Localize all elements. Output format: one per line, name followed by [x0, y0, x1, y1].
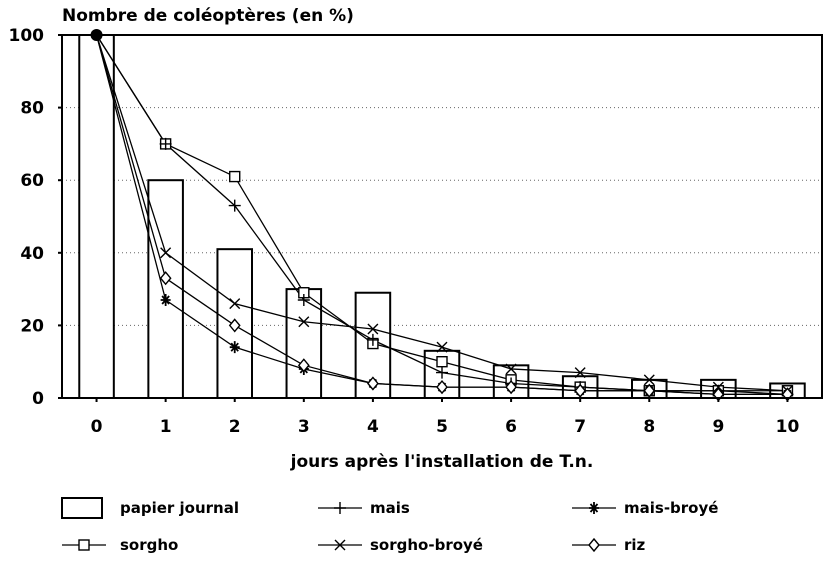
y-axis-title: Nombre de coléoptères (en %): [62, 6, 354, 26]
x-tick-label-6: 6: [505, 417, 518, 437]
x-tick-label-8: 8: [643, 417, 656, 437]
legend-label-papier-journal: papier journal: [120, 499, 239, 517]
x-tick-label-5: 5: [436, 417, 448, 437]
legend-label-sorgho: sorgho: [120, 536, 179, 554]
x-tick-label-9: 9: [712, 417, 725, 437]
series-line-mais: [97, 35, 788, 394]
y-tick-label-60: 60: [20, 171, 44, 192]
y-tick-label-20: 20: [20, 316, 44, 337]
x-axis: [91, 398, 800, 437]
legend-label-riz: riz: [624, 536, 646, 554]
point-sorgho-2: [230, 172, 240, 182]
legend-marker-mais: [334, 502, 346, 514]
legend-marker-riz: [589, 539, 599, 551]
x-tick-label-3: 3: [297, 417, 310, 437]
bar-papier-journal-0: [79, 35, 114, 398]
legend-label-mais: mais: [370, 499, 410, 517]
x-tick-label-10: 10: [775, 417, 800, 437]
series-line-sorgho: [97, 35, 788, 391]
legend-label-mais-broye: mais-broyé: [624, 499, 719, 517]
y-tick-label-80: 80: [20, 98, 44, 119]
legend-item-mais: [318, 499, 410, 517]
legend-item-mais-broye: [572, 499, 718, 517]
bars: [79, 35, 804, 398]
x-tick-label-7: 7: [574, 417, 587, 437]
legend-marker-sorgho: [79, 540, 89, 550]
legend-item-papier-journal: [62, 498, 239, 518]
y-axis: [9, 26, 63, 409]
y-tick-label-0: 0: [32, 389, 44, 409]
series-line-mais-broye: [97, 35, 788, 394]
legend-item-sorgho-broye: [318, 536, 483, 554]
x-axis-title: jours après l'installation de T.n.: [290, 452, 594, 472]
legend: [62, 498, 718, 554]
legend-label-sorgho-broye: sorgho-broyé: [370, 536, 483, 554]
y-tick-label-40: 40: [20, 243, 44, 264]
legend-item-riz: [572, 536, 646, 554]
legend-marker-mais-broye: [589, 502, 599, 514]
y-tick-label-100: 100: [8, 26, 44, 46]
series-line-sorgho-broye: [97, 35, 788, 391]
legend-swatch-papier-journal: [62, 498, 102, 518]
x-tick-label-1: 1: [159, 417, 172, 437]
legend-item-sorgho: [62, 536, 178, 554]
lines: [91, 29, 794, 400]
x-tick-label-0: 0: [90, 417, 103, 437]
point-sorgho-5: [437, 357, 447, 367]
x-tick-label-2: 2: [228, 417, 241, 437]
x-tick-label-4: 4: [366, 417, 379, 437]
series-line-riz: [97, 35, 788, 394]
